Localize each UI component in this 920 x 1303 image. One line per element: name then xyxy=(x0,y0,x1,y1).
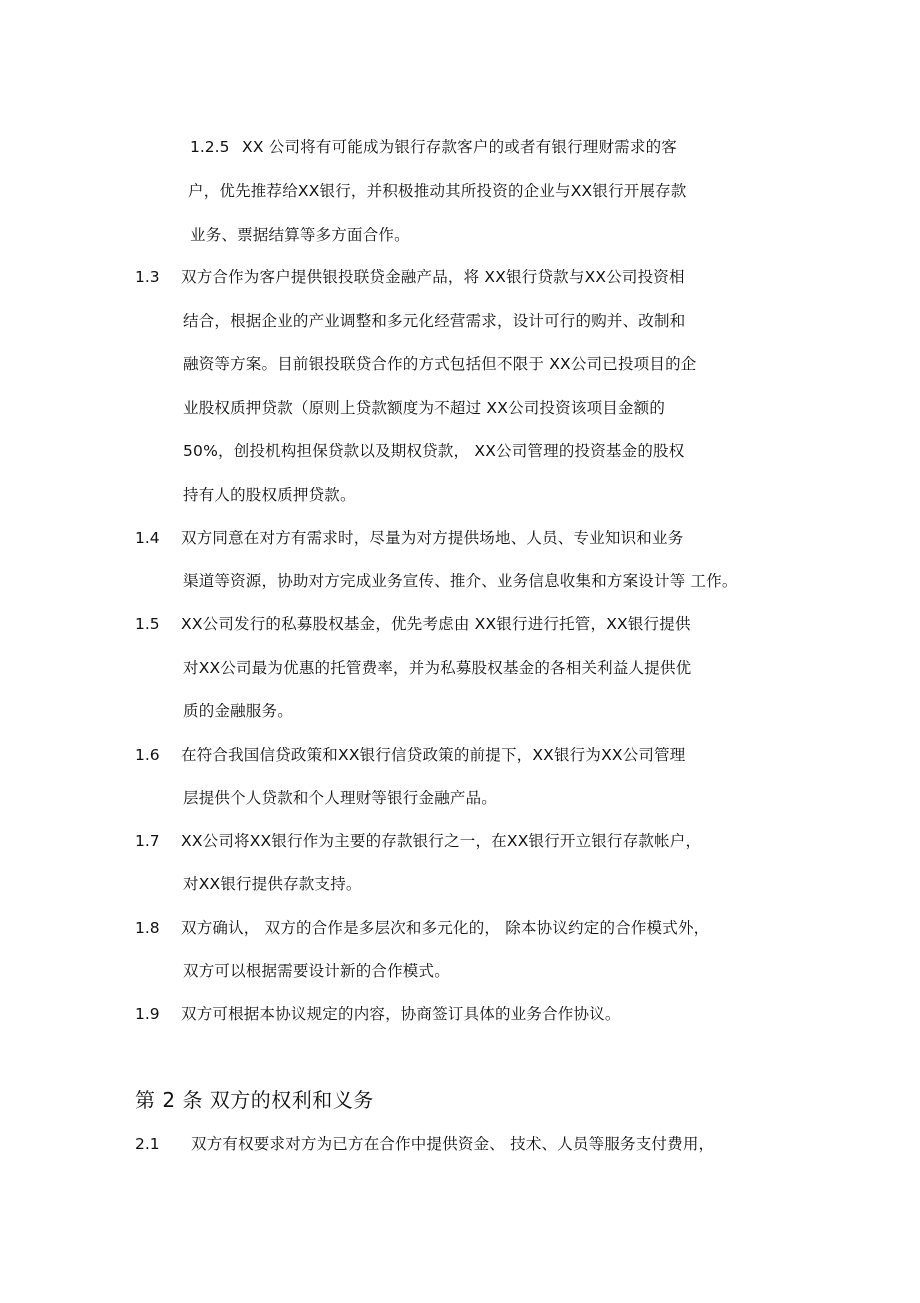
clause-number: 1.9 xyxy=(135,1005,160,1023)
clause-text-line: XX 公司将有可能成为银行存款客户的或者有银行理财需求的客 xyxy=(242,138,677,156)
clause-text-line: 融资等方案。目前银投联贷合作的方式包括但不限于 XX公司已投项目的企 xyxy=(183,355,697,373)
clause-text-line: 双方可以根据需要设计新的合作模式。 xyxy=(183,962,450,980)
clause-number: 2.1 xyxy=(135,1135,160,1153)
clause-text-line: 双方确认， 双方的合作是多层次和多元化的， 除本协议约定的合作模式外， xyxy=(181,919,710,937)
clause-text-line: 双方可根据本协议规定的内容，协商签订具体的业务合作协议。 xyxy=(181,1005,621,1023)
clause-number: 1.8 xyxy=(135,919,160,937)
clause-number: 1.3 xyxy=(135,268,160,286)
clause-text-line: 层提供个人贷款和个人理财等银行金融产品。 xyxy=(183,789,498,807)
clause-text-line: 业股权质押贷款（原则上贷款额度为不超过 XX公司投资该项目金额的 xyxy=(183,399,666,417)
clause-text-line: 渠道等资源，协助对方完成业务宣传、推介、业务信息收集和方案设计等 工作。 xyxy=(183,572,738,590)
clause-number: 1.4 xyxy=(135,529,160,547)
clause-text-line: 质的金融服务。 xyxy=(183,702,293,720)
clause-text-line: 50%，创投机构担保贷款以及期权贷款， XX公司管理的投资基金的股权 xyxy=(183,442,685,460)
clause-text-line: 双方合作为客户提供银投联贷金融产品，将 XX银行贷款与XX公司投资相 xyxy=(181,268,685,286)
clause-number: 1.2.5 xyxy=(190,138,230,156)
clause-text-line: 持有人的股权质押贷款。 xyxy=(183,486,356,504)
clause-number: 1.5 xyxy=(135,615,160,633)
clause-text-line: 在符合我国信贷政策和XX银行信贷政策的前提下，XX银行为XX公司管理 xyxy=(181,746,686,764)
clause-text-line: 业务、票据结算等多方面合作。 xyxy=(190,226,410,244)
clause-text-line: 双方同意在对方有需求时，尽量为对方提供场地、人员、专业知识和业务 xyxy=(181,529,684,547)
article-heading: 第 2 条 双方的权利和义务 xyxy=(135,1088,374,1112)
clause-text-line: XX公司发行的私募股权基金，优先考虑由 XX银行进行托管，XX银行提供 xyxy=(181,615,691,633)
clause-text-line: 对XX公司最为优惠的托管费率，并为私募股权基金的各相关利益人提供优 xyxy=(183,659,692,677)
clause-text-line: 对XX银行提供存款支持。 xyxy=(183,875,362,893)
clause-number: 1.7 xyxy=(135,832,160,850)
clause-text-line: 户，优先推荐给XX银行，并积极推动其所投资的企业与XX银行开展存款 xyxy=(188,182,687,200)
clause-number: 1.6 xyxy=(135,746,160,764)
clause-text-line: 双方有权要求对方为已方在合作中提供资金、 技术、人员等服务支付费用， xyxy=(191,1135,715,1153)
clause-text-line: 结合，根据企业的产业调整和多元化经营需求，设计可行的购并、改制和 xyxy=(183,312,686,330)
clause-text-line: XX公司将XX银行作为主要的存款银行之一，在XX银行开立银行存款帐户， xyxy=(181,832,702,850)
